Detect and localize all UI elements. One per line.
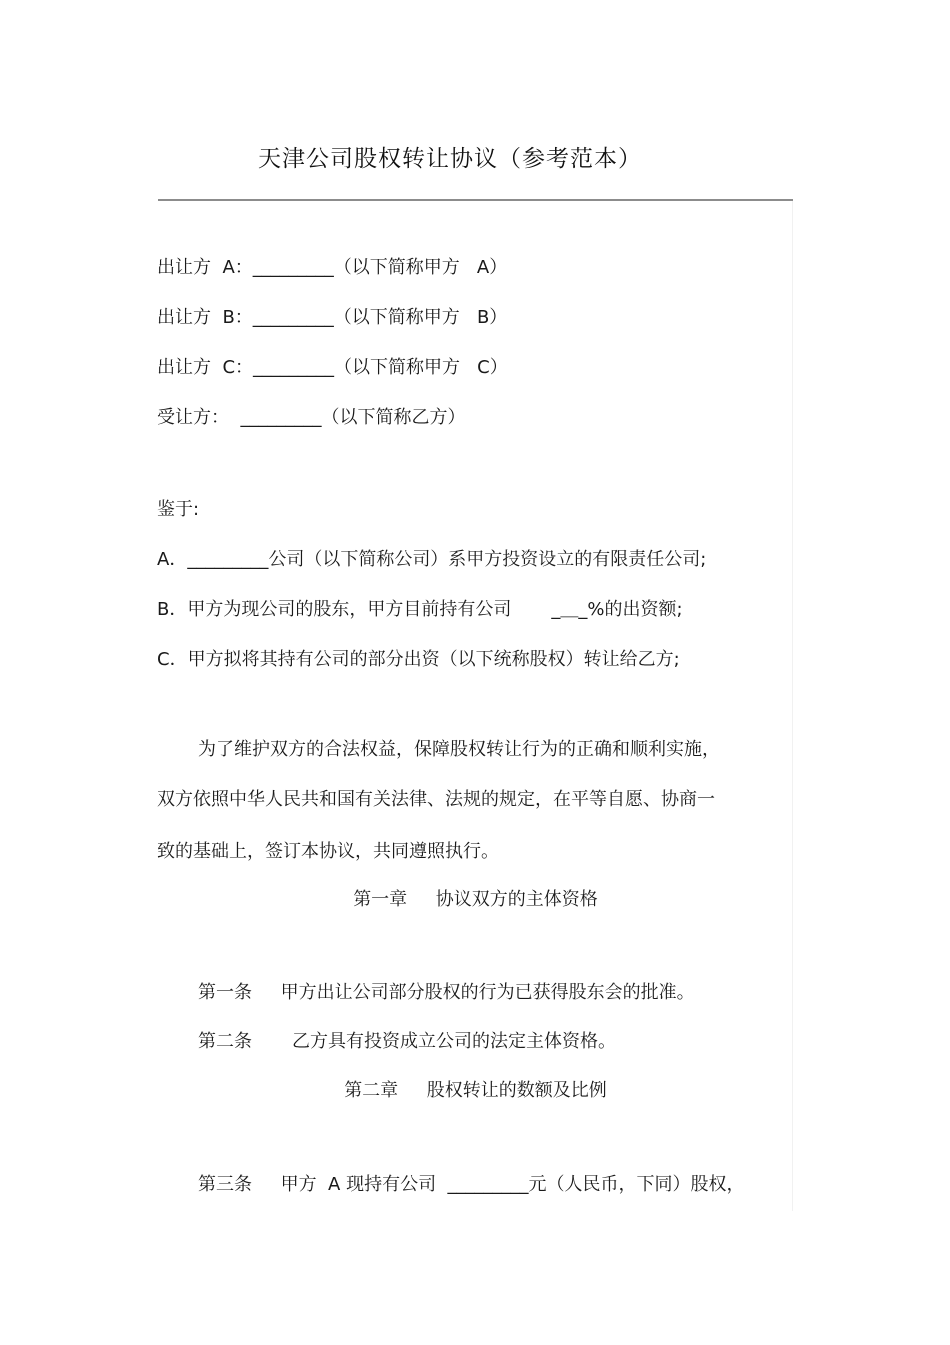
article-1: 第一条 甲方出让公司部分股权的行为已获得股东会的批准。 [198, 982, 695, 1003]
chapter-1-heading: 第一章 协议双方的主体资格 [353, 889, 598, 910]
title-divider [158, 199, 793, 201]
chapter-2-heading: 第二章 股权转让的数额及比例 [344, 1080, 607, 1101]
whereas-item-a: A．_________公司（以下简称公司）系甲方投资设立的有限责任公司; [157, 549, 707, 570]
party-c-line: 出让方 C：_________（以下简称甲方 C） [157, 357, 508, 378]
whereas-heading: 鉴于: [157, 499, 200, 520]
transferee-line: 受让方： _________（以下简称乙方） [157, 407, 466, 428]
article-3: 第三条 甲方 A 现持有公司 _________元（人民币，下同）股权， [198, 1174, 745, 1195]
whereas-item-b: B．甲方为现公司的股东，甲方目前持有公司 _＿_%的出资额; [157, 599, 683, 620]
party-a-line: 出让方 A：_________（以下简称甲方 A） [157, 257, 508, 278]
article-2: 第二条 乙方具有投资成立公司的法定主体资格。 [198, 1031, 617, 1052]
page-edge-line [792, 201, 793, 1211]
party-b-line: 出让方 B：_________（以下简称甲方 B） [157, 307, 508, 328]
preamble-line-2: 双方依照中华人民共和国有关法律、法规的规定，在平等自愿、协商一 [157, 789, 715, 810]
whereas-item-c: C．甲方拟将其持有公司的部分出资（以下统称股权）转让给乙方; [157, 649, 680, 670]
preamble-line-3: 致的基础上，签订本协议，共同遵照执行。 [157, 841, 499, 862]
document-title: 天津公司股权转让协议（参考范本） [258, 146, 642, 172]
preamble-line-1: 为了维护双方的合法权益，保障股权转让行为的正确和顺利实施， [198, 739, 720, 760]
